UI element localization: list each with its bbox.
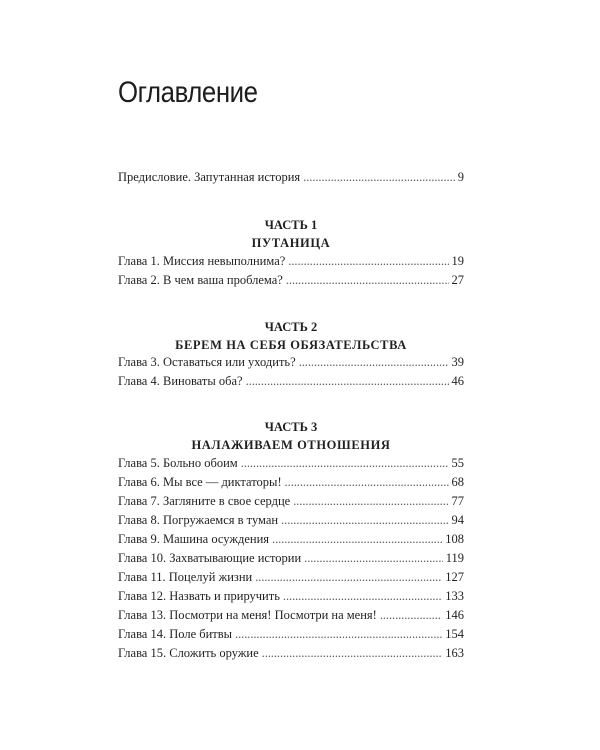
dot-leader (286, 271, 449, 290)
toc-entry-page: 154 (445, 627, 464, 641)
toc-entry-label: Глава 14. Поле битвы (118, 627, 233, 641)
part-2-chapters (118, 353, 464, 391)
toc-entry-label: Глава 9. Машина осуждения (118, 532, 270, 546)
page-title: Оглавление (118, 76, 258, 109)
toc-entry[interactable] (118, 606, 464, 625)
toc-entry[interactable] (118, 549, 464, 568)
part-name: ПУТАНИЦА (251, 236, 331, 250)
toc-entry-page: 163 (445, 646, 464, 660)
toc-entry-page: 108 (445, 532, 464, 546)
part-3-heading (118, 418, 464, 454)
toc-entry[interactable] (118, 568, 464, 587)
dot-leader (293, 492, 448, 511)
part-number: ЧАСТЬ 1 (264, 218, 318, 232)
part-name: БЕРЕМ НА СЕБЯ ОБЯЗАТЕЛЬСТВА (175, 338, 407, 352)
dot-leader (272, 530, 442, 549)
part-3-chapters (118, 454, 464, 663)
dot-leader (255, 568, 442, 587)
part-number: ЧАСТЬ 2 (264, 320, 318, 334)
dot-leader (262, 644, 443, 663)
dot-leader (246, 372, 449, 391)
toc-entry-label: Глава 15. Сложить оружие (118, 646, 259, 660)
toc-entry-label: Глава 4. Виноваты оба? (118, 374, 243, 388)
part-number: ЧАСТЬ 3 (264, 420, 318, 434)
toc-entry-label: Глава 3. Оставаться или уходить? (118, 355, 296, 369)
toc-entry-page: 9 (457, 170, 464, 184)
toc-entry[interactable] (118, 511, 464, 530)
part-1-chapters (118, 252, 464, 290)
toc-entry-label: Глава 1. Миссия невыполнима? (118, 254, 286, 268)
toc-entry-page: 146 (445, 608, 464, 622)
dot-leader (235, 625, 442, 644)
preface-entry[interactable] (118, 168, 464, 187)
toc-entry-page: 68 (451, 475, 464, 489)
part-1-heading (118, 216, 464, 252)
toc-entry[interactable] (118, 644, 464, 663)
dot-leader (283, 587, 442, 606)
toc-entry[interactable] (118, 252, 464, 271)
toc-entry-page: 94 (451, 513, 464, 527)
part-name: НАЛАЖИВАЕМ ОТНОШЕНИЯ (191, 438, 391, 452)
toc-entry-page: 119 (445, 551, 464, 565)
dot-leader (241, 454, 449, 473)
toc-entry[interactable] (118, 271, 464, 290)
toc-entry-label: Глава 7. Загляните в свое сердце (118, 494, 291, 508)
dot-leader (303, 168, 455, 187)
toc-entry-label: Глава 13. Посмотри на меня! Посмотри на меня! (118, 608, 377, 622)
toc-entry-page: 77 (451, 494, 464, 508)
toc-entry-page: 27 (451, 273, 464, 287)
toc-entry-label: Глава 8. Погружаемся в туман (118, 513, 279, 527)
toc-entry-label: Глава 10. Захватывающие истории (118, 551, 302, 565)
toc-entry-label: Глава 5. Больно обоим (118, 456, 238, 470)
toc-entry[interactable] (118, 454, 464, 473)
dot-leader (299, 353, 449, 372)
toc-entry[interactable] (118, 625, 464, 644)
toc-entry-label: Глава 12. Назвать и приручить (118, 589, 280, 603)
toc-entry[interactable] (118, 530, 464, 549)
toc-entry-label: Предисловие. Запутанная история (118, 170, 301, 184)
toc-entry[interactable] (118, 372, 464, 391)
toc-entry-page: 133 (445, 589, 464, 603)
toc-entry[interactable] (118, 492, 464, 511)
toc-entry[interactable] (118, 587, 464, 606)
toc-entry[interactable] (118, 353, 464, 372)
toc-entry[interactable] (118, 473, 464, 492)
toc-entry-label: Глава 6. Мы все — диктаторы! (118, 475, 282, 489)
toc-entry-label: Глава 11. Поцелуй жизни (118, 570, 253, 584)
dot-leader (380, 606, 442, 625)
dot-leader (285, 473, 449, 492)
toc-entry[interactable] (118, 168, 464, 187)
dot-leader (281, 511, 448, 530)
toc-entry-page: 46 (451, 374, 464, 388)
toc-entry-page: 19 (451, 254, 464, 268)
part-2-heading (118, 318, 464, 354)
toc-entry-page: 39 (451, 355, 464, 369)
toc-entry-page: 127 (445, 570, 464, 584)
toc-entry-label: Глава 2. В чем ваша проблема? (118, 273, 283, 287)
dot-leader (288, 252, 448, 271)
toc-entry-page: 55 (451, 456, 464, 470)
dot-leader (304, 549, 443, 568)
